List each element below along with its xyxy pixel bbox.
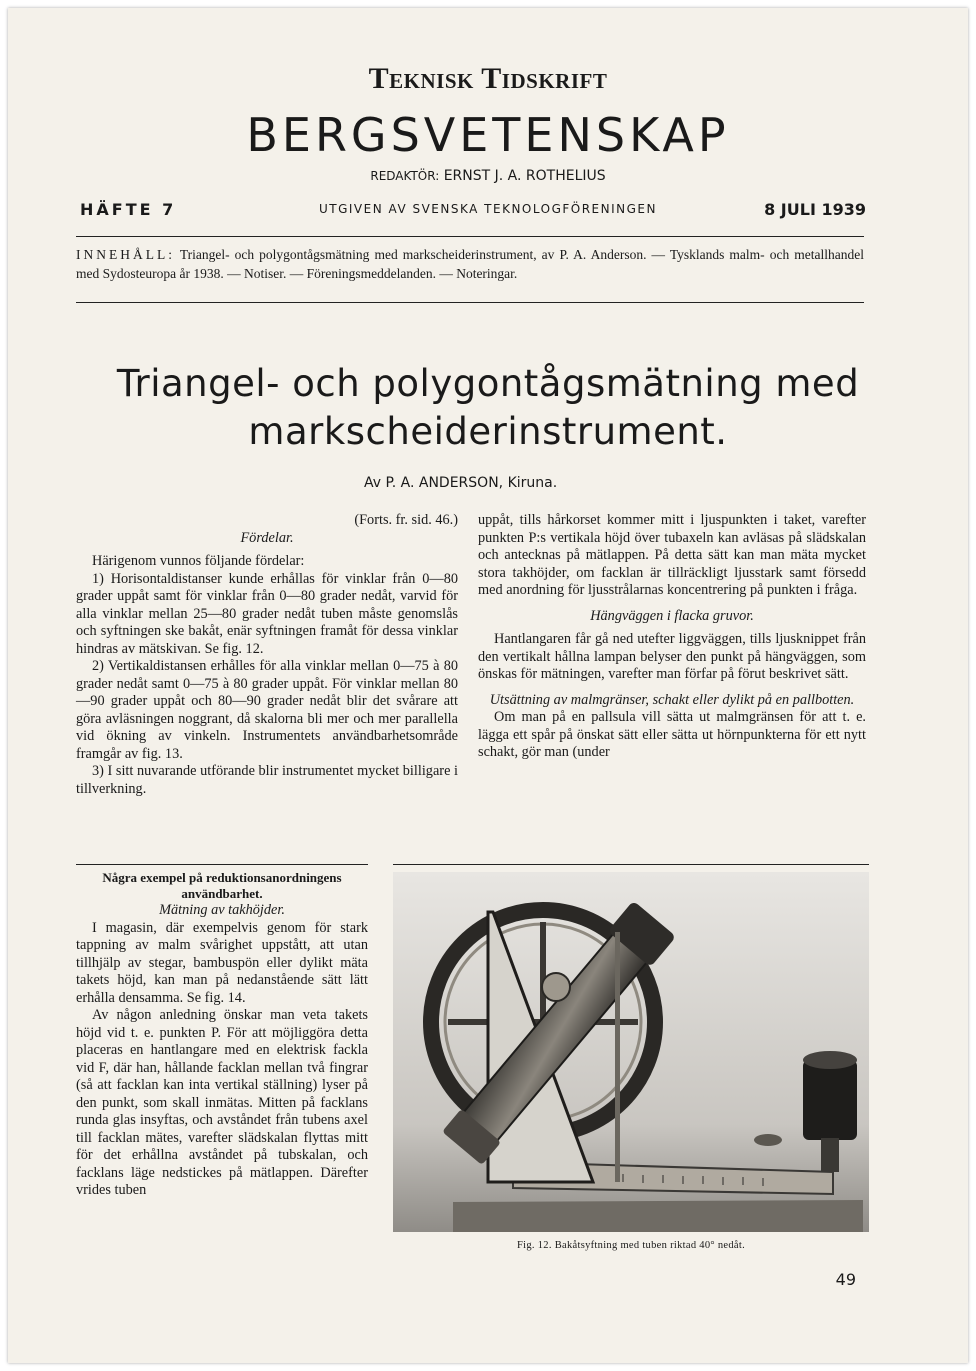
paragraph: 3) I sitt nuvarande utförande blir instrumentet mycket billigare i tillverkning. [76,763,458,797]
heading-fordelar: Fördelar. [240,529,294,546]
paragraph: Av någon anledning önskar man veta takets höjd vid t. e. punkten P. För att möjliggöra detta placeras en hantlangare med en elektrisk fackla vid F, där han, hållande facklan mellan två fingrar (så att facklan kan inta vertikal ställning) lyser på den punkt, som skall inmätas. Mitten på facklans runda glas insyftas, och avståndet från tubens axel till facklan mätes, varefter slädskalan flyttas mitt för det erhållna avståndet på tubskalan, och facklans läge nedstickes på mätlappen. Därefter vrides tuben [76,1007,368,1198]
editor-line [8,168,968,184]
section-title: BERGSVETENSKAP [246,108,730,162]
editor-label: REDAKTÖR: [370,169,440,183]
column-rule-left [76,864,368,865]
subhead-exempel: Några exempel på reduktionsanordningens användbarhet. [102,870,342,901]
counterweight-post [821,1138,839,1172]
heading-takhojder: Mätning av takhöjder. [159,902,285,918]
editor-name: ERNST J. A. ROTHELIUS [443,168,606,184]
adjustment-knob [542,973,570,1001]
figure-12-caption: Fig. 12. Bakåtsyftning med tuben riktad 40° nedåt. [517,1240,745,1251]
header-rule-bottom [76,302,864,303]
paragraph: I magasin, där exempelvis genom för stark tappning av malm svårighet uppstått, att utan tillhjälp av stegar, bambuspön eller dylikt mäta takets höjd, kan man på nedanstående sätt lätt erhålla densamma. Se fig. 14. [76,919,368,1006]
paragraph: 1) Horisontaldistanser kunde erhållas för vinklar från 0—80 grader uppåt samt för vinklar från 0—80 grader nedåt, varvid för alla vinklar mellan 25—80 grader nedåt tuben måste genomslås och syftningen ske bakåt, enär syftningen framåt för dessa vinklar hindras av mätskivan. Se fig. 12. [76,570,458,657]
journal-title: Teknisk Tidskrift [368,62,608,95]
column-rule-right [393,864,869,865]
paragraph: 2) Vertikaldistansen erhålles för alla vinklar mellan 0—75 à 80 grader nedåt samt 0—75 à 80 grader uppåt. För vinklar mellan 80—90 grader uppåt och 80—90 grader nedåt blir det svårare att göra avläsningen noggrant, då skalorna bli mer och mer parallella vid ökning av vinkeln. Instrumentets användbarhetsområde framgår av fig. 13. [76,658,458,762]
left-column-upper [76,512,458,798]
heading-utsattning: Utsättning av malmgränser, schakt eller dylikt på en pallbotten. [489,691,855,708]
paragraph: Hantlangaren får gå ned utefter liggväggen, tills ljusknippet från den vertikalt hållna lampan belyser den punkt på hängväggen, som önskas för mätningen, varefter man förfar på förut beskrivet sätt. [478,631,866,682]
issue-number: HÄFTE 7 [80,200,177,219]
article-title-line-1: Triangel- och polygontågsmätning med [116,362,860,405]
vertical-rod [615,932,620,1182]
journal-page [8,8,968,1363]
article-byline: Av P. A. ANDERSON, Kiruna. [364,475,558,491]
paragraph: Härigenom vunnos följande fördelar: [92,553,305,569]
contents-label: INNEHÅLL: [76,247,175,262]
article-title-line-2: markscheiderinstrument. [248,410,728,453]
counterweight-top [803,1051,857,1069]
left-column-lower [76,870,368,1200]
continued-note: (Forts. fr. sid. 46.) [354,512,458,528]
figure-12-photo [393,872,869,1232]
heading-hangvaggen: Hängväggen i flacka gruvor. [590,607,754,624]
counterweight [803,1060,857,1140]
paragraph: uppåt, tills hårkorset kommer mitt i ljuspunkten i taket, varefter punkten P:s vertikala höjd över tubaxeln kan avläsas på slädskalan och antecknas på mätlappen. På detta sätt kan man mäta mycket stora takhöjder, om facklan är tillräckligt ljusstark samt försedd med anordning för ljusstrålarnas koncentrering på punkten i fråga. [478,512,866,598]
page-number: 49 [835,1270,856,1289]
table-of-contents [76,245,864,283]
header-rule-top [76,236,864,237]
small-knob [754,1134,782,1146]
publisher-line: UTGIVEN AV SVENSKA TEKNOLOGFÖRENINGEN [318,202,657,216]
right-column [478,512,866,762]
base-plate [453,1200,863,1232]
issue-date: 8 JULI 1939 [764,200,866,219]
article-title [8,360,968,456]
paragraph: Om man på en pallsula vill sätta ut malmgränsen för att t. e. lägga ett spår på önskat sätt eller sätta ut hörnpunkterna för ett nytt schakt, gör man (under [478,709,866,760]
contents-text: Triangel- och polygontågsmätning med markscheiderinstrument, av P. A. Anderson. — Tysklands malm- och metallhandel med Sydosteuropa år 1938. — Notiser. — Föreningsmeddelanden. — Noteringar. [76,247,865,281]
